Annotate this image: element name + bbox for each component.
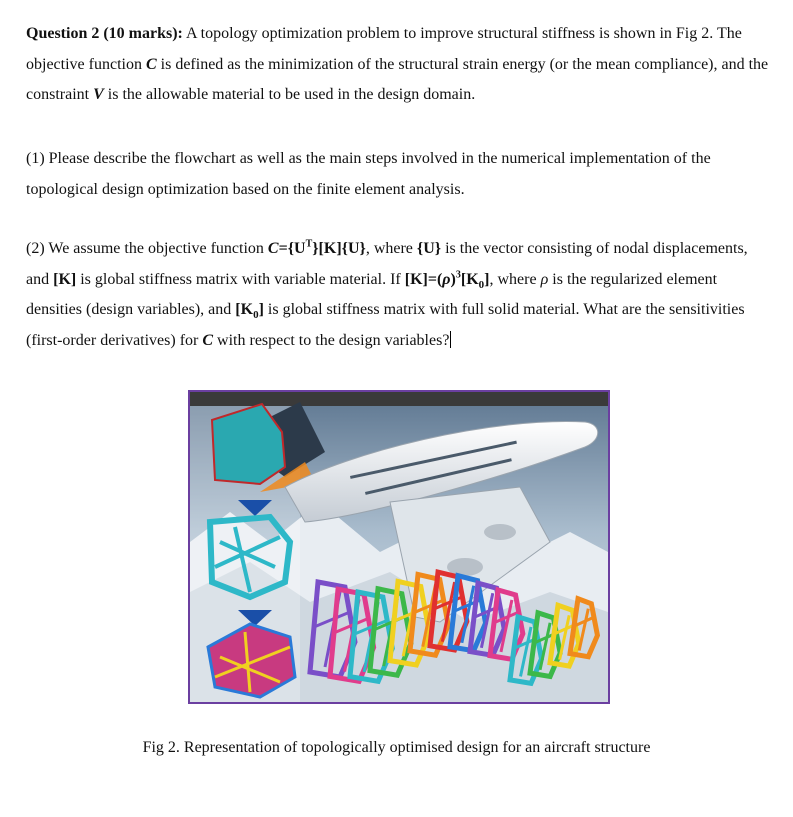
k-matrix: [K]: [53, 270, 77, 288]
question-heading: Question 2 (10 marks):: [26, 25, 183, 42]
text-cursor: [450, 331, 451, 348]
part-2-text: (2) We assume the objective function $C=\{U^T\}[K]\{U\}$, where {U} is the vector consisting of nodal displacements, and [K] is global stiffness matrix with variable material. If $[K]=(\rho)^3[K_0]$, where ρ is the regularized element densities (design variables), and $[K_0]$ is global stiffness matrix with full solid material. What are the sensitivities (first-order derivatives) for C with respect to the design variables?: [26, 238, 748, 349]
figure-illustration: [190, 392, 608, 702]
part-1-text: (1) Please describe the flowchart as well as the main steps involved in the numerical implementation of the topological design optimization based on the finite element analysis.: [26, 150, 711, 198]
intro-text-a: A topology optimization problem to improve structural stiffness is shown in Fig 2. The objective function: [26, 25, 742, 73]
top-dark-band: [190, 392, 608, 406]
engine-right: [484, 524, 516, 540]
intro-text-c: is the allowable material to be used in the design domain.: [103, 86, 476, 103]
symbol-v: V: [93, 86, 104, 103]
symbol-c: C: [145, 55, 157, 73]
aircraft-topology-figure: [188, 390, 610, 704]
figure-caption: Fig 2. Representation of topologically optimised design for an aircraft structure: [142, 739, 651, 756]
c-equation-symbol: C: [267, 240, 279, 257]
u-vector: {U}: [416, 240, 442, 257]
intro-text-b: is defined as the minimization of the structural strain energy (or the mean compliance), and the constraint: [26, 55, 769, 103]
question-intro: [26, 19, 771, 111]
